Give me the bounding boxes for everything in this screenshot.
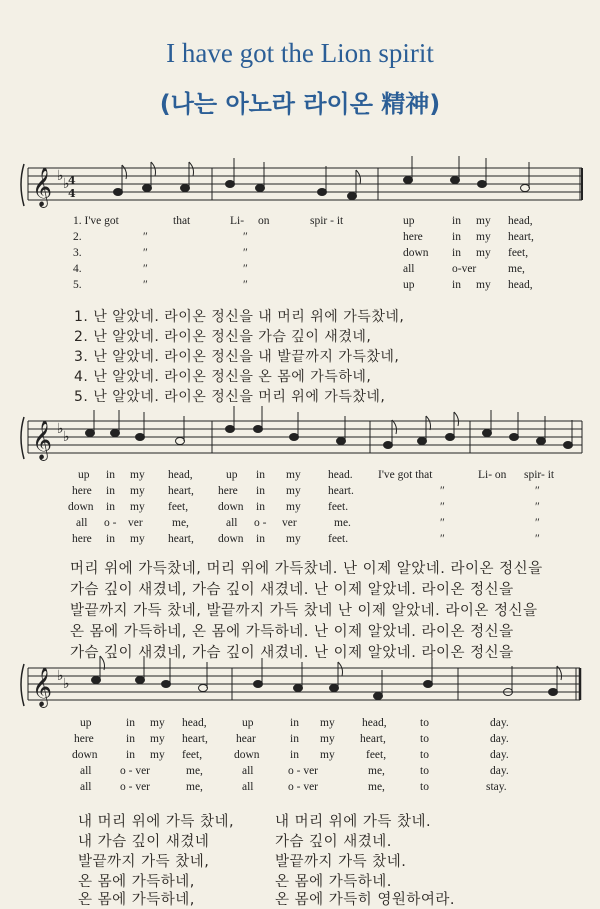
lyric-word: my [320,717,335,729]
korean-line: 머리 위에 가득찼네, 머리 위에 가득찼네. 난 이제 알았네. 라이온 정신을 [70,561,543,577]
lyric-word: to [420,733,429,745]
lyric-word: to [420,781,429,793]
lyric-word: in [290,717,299,729]
song-subtitle: (나는 아노라 라이온 精神) [159,90,441,118]
lyric-word: in [256,485,265,497]
ditto-mark: ″ [243,279,248,291]
lyric-word: my [130,469,145,481]
lyric-word: in [290,749,299,761]
korean-line: 온 몸에 가득하네, [78,892,195,908]
korean-line: 발끝까지 가득 찼네, 발끝까지 가득 찼네 난 이제 알았네. 라이온 정신을 [70,603,538,619]
lyric-word: stay. [486,781,507,793]
lyric-word: spir- it [524,469,555,481]
lyric-word: feet. [328,501,349,513]
lyric-word: my [476,215,491,227]
lyric-word: all [80,781,92,793]
notes-3 [92,656,562,700]
lyric-word: in [452,215,461,227]
lyric-word: day. [490,749,509,761]
ditto-mark: ″ [243,247,248,259]
svg-text:♭: ♭ [57,668,64,684]
lyric-word: my [476,279,491,291]
lyric-word: up [403,215,415,227]
svg-text:♭: ♭ [63,176,70,192]
lyric-word: in [106,485,115,497]
lyric-word: my [320,749,335,761]
lyric-word: me, [186,765,203,777]
lyric-word: head, [168,469,193,481]
korean-line: 가슴 깊이 새겼네, 가슴 깊이 새겼네. 난 이제 알았네. 라이온 정신을 [70,645,514,661]
korean-line: 가슴 깊이 새겼네, 가슴 깊이 새겼네. 난 이제 알았네. 라이온 정신을 [70,582,514,598]
lyric-word: day. [490,717,509,729]
lyric-word: here [72,533,92,545]
lyric-word: me, [368,781,385,793]
korean-line: 2. 난 알았네. 라이온 정신을 가슴 깊이 새겼네, [74,329,372,345]
lyric-word: ver [128,517,143,529]
lyric-word: feet. [328,533,349,545]
lyric-1-1a: 1. I've got [73,215,119,227]
lyric-word: my [286,533,301,545]
ditto-mark: ″ [243,231,248,243]
korean-line: 발끝까지 가득 찼네, [78,854,210,870]
lyric-word: all [242,781,254,793]
lyric-word: in [106,501,115,513]
lyric-word: o - ver [120,765,151,777]
lyric-word: to [420,765,429,777]
lyric-word: me, [172,517,189,529]
lyric-word: me, [186,781,203,793]
svg-text:♭: ♭ [63,429,70,445]
korean-line: 3. 난 알았네. 라이온 정신을 내 발끝까지 가득찼네, [74,349,400,365]
ditto-mark: ″ [535,501,540,513]
ditto-mark: ″ [143,263,148,275]
korean-line: 내 머리 위에 가득 찼네, [78,814,235,830]
lyric-word: up [242,717,254,729]
lyric-word: head, [182,717,207,729]
lyric-word: head, [508,279,533,291]
lyric-word: in [126,733,135,745]
lyric-word: ver [282,517,297,529]
lyric-word: all [403,263,415,275]
lyric-word: heart, [360,733,386,745]
lyric-word: here [74,733,94,745]
lyric-word: hear [236,733,256,745]
lyric-word: my [150,717,165,729]
lyric-word: I've got that [378,469,433,481]
lyric-word: up [80,717,92,729]
lyric-word: my [476,231,491,243]
lyric-word: 4. [73,263,82,275]
ditto-mark: ″ [440,501,445,513]
ditto-mark: ″ [440,485,445,497]
lyric-word: in [106,533,115,545]
lyric-word: my [130,485,145,497]
lyric-word: head, [362,717,387,729]
korean-line: 5. 난 알았네. 라이온 정신을 머리 위에 가득찼네, [74,389,386,405]
lyric-word: heart, [168,485,194,497]
lyric-word: 3. [73,247,82,259]
korean-line: 내 머리 위에 가득 찼네. [275,814,432,830]
lyric-word: my [130,533,145,545]
lyric-word: feet, [366,749,387,761]
staff-1 [21,164,582,206]
lyric-word: head, [508,215,533,227]
notes-1 [114,156,530,200]
lyric-word: in [452,247,461,259]
lyric-word: here [218,485,238,497]
lyric-word: here [72,485,92,497]
lyric-word: my [286,501,301,513]
lyric-word: me, [368,765,385,777]
lyric-word: my [320,733,335,745]
lyric-word: down [218,533,244,545]
lyric-word: day. [490,765,509,777]
lyric-word: down [234,749,260,761]
lyric-word: my [476,247,491,259]
ditto-mark: ″ [535,517,540,529]
lyric-word: down [403,247,429,259]
ditto-mark: ″ [243,263,248,275]
song-title: I have got the Lion spirit [166,38,434,68]
lyric-word: my [286,469,301,481]
lyric-word: o - ver [288,781,319,793]
korean-line: 1. 난 알았네. 라이온 정신을 내 머리 위에 가득찼네, [74,309,405,325]
korean-line: 발끝까지 가득 찼네. [275,854,407,870]
ditto-mark: ″ [535,485,540,497]
lyric-word: up [403,279,415,291]
lyric-word: down [72,749,98,761]
lyric-word: feet, [508,247,529,259]
lyric-word: up [226,469,238,481]
lyric-word: all [76,517,88,529]
lyric-word: o - [254,517,267,529]
lyric-word: feet, [168,501,189,513]
lyric-word: all [242,765,254,777]
korean-line: 온 몸에 가득하네. [275,874,392,890]
lyric-word: my [150,733,165,745]
lyric-word: o-ver [452,263,477,275]
lyric-word: my [150,749,165,761]
svg-text:4: 4 [68,174,76,187]
lyric-word: my [286,485,301,497]
lyric-word: up [78,469,90,481]
korean-line: 온 몸에 가득하네, [78,874,195,890]
notes-2 [86,406,573,449]
lyric-word: 5. [73,279,82,291]
lyric-word: heart. [328,485,354,497]
lyric-word: that [173,215,191,227]
korean-line: 내 가슴 깊이 새겼네 [78,834,210,850]
ditto-mark: ″ [143,231,148,243]
staff-2 [21,417,582,459]
korean-line: 온 몸에 가득히 영원하여라. [275,892,456,908]
lyric-word: in [106,469,115,481]
korean-line: 온 몸에 가득하네, 온 몸에 가득하네. 난 이제 알았네. 라이온 정신을 [70,624,514,640]
ditto-mark: ″ [440,533,445,545]
lyric-word: my [130,501,145,513]
svg-text:𝄞: 𝄞 [32,667,53,707]
lyric-word: heart, [508,231,534,243]
lyric-word: in [256,501,265,513]
lyric-word: in [256,469,265,481]
lyric-word: down [218,501,244,513]
lyric-word: day. [490,733,509,745]
ditto-mark: ″ [143,247,148,259]
lyric-word: Li- [230,215,245,227]
lyric-word: to [420,717,429,729]
lyric-word: in [452,279,461,291]
lyric-word: o - ver [120,781,151,793]
ditto-mark: ″ [535,533,540,545]
lyric-word: in [126,717,135,729]
ditto-mark: ″ [143,279,148,291]
lyric-word: on [258,215,270,227]
lyric-word: heart, [182,733,208,745]
lyric-word: all [80,765,92,777]
lyric-word: me. [334,517,351,529]
lyric-word: 2. [73,231,82,243]
svg-text:♭: ♭ [63,676,70,692]
lyric-word: spir - it [310,215,344,227]
lyric-word: o - [104,517,117,529]
lyric-word: in [290,733,299,745]
lyric-word: heart, [168,533,194,545]
lyric-word: down [68,501,94,513]
lyric-word: head. [328,469,353,481]
lyric-word: Li- on [478,469,507,481]
lyric-word: feet, [182,749,203,761]
lyric-word: all [226,517,238,529]
lyric-word: here [403,231,423,243]
korean-line: 가슴 깊이 새겼네. [275,834,392,850]
svg-text:4: 4 [68,187,76,200]
treble-clef-icon: 𝄞 [32,167,53,207]
lyric-word: o - ver [288,765,319,777]
svg-text:𝄞: 𝄞 [32,420,53,460]
lyric-word: in [452,231,461,243]
lyric-word: in [126,749,135,761]
korean-line: 4. 난 알았네. 라이온 정신을 온 몸에 가득하네, [74,369,372,385]
lyric-word: in [256,533,265,545]
lyric-word: to [420,749,429,761]
flat-icon: ♭ [57,168,64,184]
svg-text:♭: ♭ [57,421,64,437]
ditto-mark: ″ [440,517,445,529]
lyric-word: me, [508,263,525,275]
